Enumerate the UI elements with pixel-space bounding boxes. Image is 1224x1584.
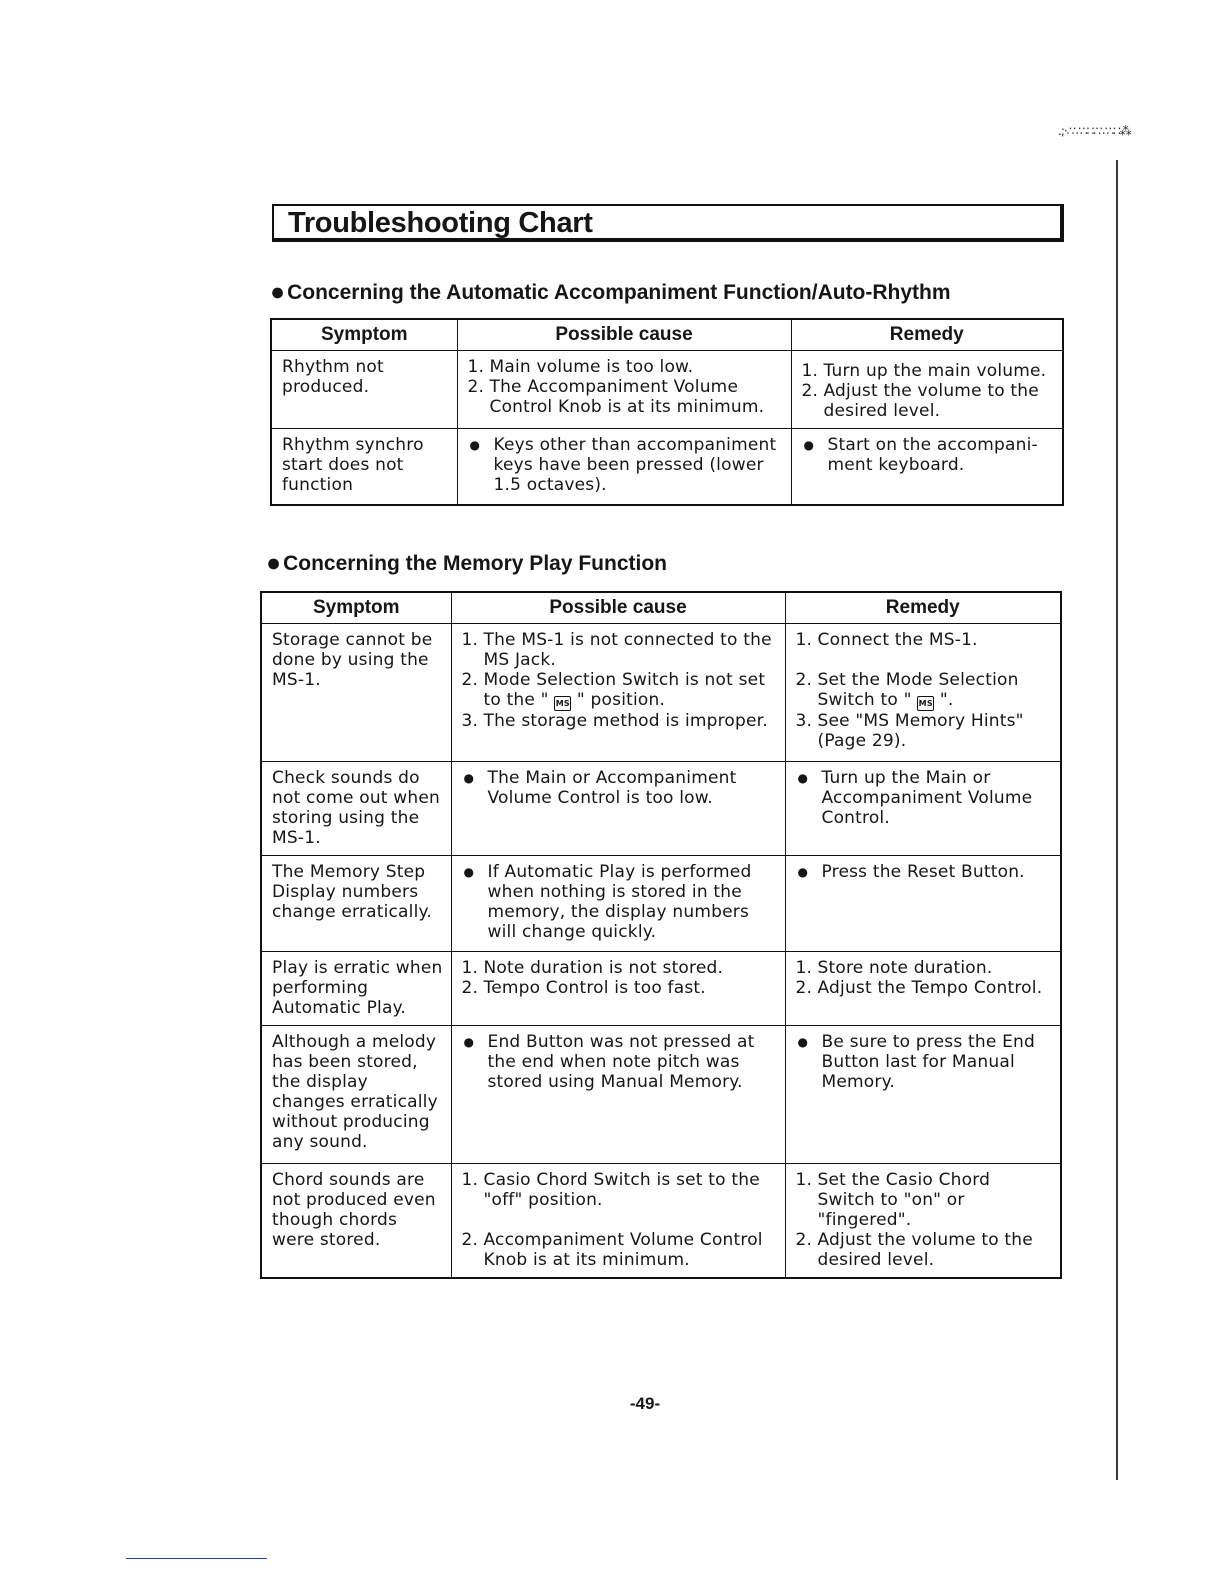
troubleshooting-table-memory-play xyxy=(260,591,1062,1279)
symptom-cell: Chord sounds are not produced even though chords were stored. xyxy=(272,1170,436,1250)
column-header-remedy: Remedy xyxy=(785,592,1061,624)
ms-mode-icon: MS xyxy=(917,696,934,711)
bullet-icon: ● xyxy=(266,549,282,577)
cause-item: 2. The Accompaniment Volume Control Knob is at its minimum. xyxy=(467,377,765,417)
troubleshooting-table-accompaniment xyxy=(270,318,1064,506)
table-row xyxy=(261,1164,1061,1278)
cause-item: ● End Button was not pressed at the end when note pitch was stored using Manual Memory. xyxy=(462,1032,777,1092)
table-row xyxy=(271,351,1063,429)
remedy-item: 2. Set the Mode Selection Switch to " MS ". xyxy=(795,670,1019,710)
cause-item: 3. The storage method is improper. xyxy=(461,711,768,731)
scan-underline xyxy=(126,1558,267,1559)
section-heading-text: Concerning the Automatic Accompaniment Function/Auto-Rhythm xyxy=(287,281,951,304)
symptom-cell: Check sounds do not come out when storing using the MS-1. xyxy=(272,768,440,848)
remedy-item: 2. Adjust the volume to the desired level. xyxy=(801,381,1039,421)
table-row xyxy=(261,762,1061,856)
section-heading-accompaniment xyxy=(270,278,951,306)
remedy-item: 1. Turn up the main volume. xyxy=(801,361,1047,381)
section-heading-memory-play xyxy=(266,549,667,577)
cause-item: ● If Automatic Play is performed when nothing is stored in the memory, the display numbers will change quickly. xyxy=(462,862,777,942)
table-row xyxy=(261,624,1061,762)
cause-item: 1. Note duration is not stored. xyxy=(461,958,724,978)
ms-mode-icon: MS xyxy=(554,696,571,711)
scan-smudge: .;·∴∵∴∷∴∵∴∷⁂ xyxy=(1058,124,1131,138)
remedy-item: 1. Store note duration. xyxy=(795,958,993,978)
remedy-item: ● Turn up the Main or Accompaniment Volume Control. xyxy=(796,768,1053,828)
scan-edge-line xyxy=(1116,160,1118,1480)
table-header-row xyxy=(271,319,1063,351)
table-row xyxy=(261,1026,1061,1164)
remedy-item: 2. Adjust the Tempo Control. xyxy=(795,978,1043,998)
remedy-item: ● Start on the accompani- ment keyboard. xyxy=(802,435,1055,475)
symptom-cell: Rhythm not produced. xyxy=(282,357,384,397)
cause-item: ● Keys other than accompaniment keys have been pressed (lower 1.5 octaves). xyxy=(468,435,783,495)
column-header-symptom: Symptom xyxy=(261,592,451,624)
page-number: -49- xyxy=(629,1394,661,1413)
cause-item: 2. Tempo Control is too fast. xyxy=(461,978,706,998)
table-row xyxy=(261,952,1061,1026)
cause-item: 1. The MS-1 is not connected to the MS Jack. xyxy=(461,630,772,670)
table-row xyxy=(271,429,1063,505)
symptom-cell: The Memory Step Display numbers change erratically. xyxy=(272,862,432,922)
column-header-cause: Possible cause xyxy=(457,319,791,351)
column-header-cause: Possible cause xyxy=(451,592,785,624)
symptom-cell: Storage cannot be done by using the MS-1. xyxy=(272,630,433,690)
remedy-item: 2. Adjust the volume to the desired level. xyxy=(795,1230,1033,1270)
section-heading-text: Concerning the Memory Play Function xyxy=(283,552,667,575)
title-box xyxy=(272,204,1064,242)
cause-item: 1. Main volume is too low. xyxy=(467,357,694,377)
symptom-cell: Play is erratic when performing Automatic Play. xyxy=(272,958,443,1018)
bullet-icon: ● xyxy=(270,278,286,306)
remedy-item: 1. Set the Casio Chord Switch to "on" or "fingered". xyxy=(795,1170,991,1230)
column-header-remedy: Remedy xyxy=(791,319,1063,351)
table-header-row xyxy=(261,592,1061,624)
cause-item: 2. Mode Selection Switch is not set to the " MS " position. xyxy=(461,670,766,710)
page-title: Troubleshooting Chart xyxy=(288,207,593,239)
cause-item: 1. Casio Chord Switch is set to the "off" position. xyxy=(461,1170,760,1210)
symptom-cell: Although a melody has been stored, the display changes erratically without producing any sound. xyxy=(272,1032,438,1152)
remedy-item: ● Be sure to press the End Button last for Manual Memory. xyxy=(796,1032,1053,1092)
symptom-cell: Rhythm synchro start does not function xyxy=(282,435,424,495)
cause-item: 2. Accompaniment Volume Control Knob is at its minimum. xyxy=(461,1230,763,1270)
remedy-item: ● Press the Reset Button. xyxy=(796,862,1053,882)
remedy-item: 3. See "MS Memory Hints" (Page 29). xyxy=(795,711,1024,751)
cause-item: ● The Main or Accompaniment Volume Control is too low. xyxy=(462,768,777,808)
column-header-symptom: Symptom xyxy=(271,319,457,351)
table-row xyxy=(261,856,1061,952)
remedy-item: 1. Connect the MS-1. xyxy=(795,630,978,650)
